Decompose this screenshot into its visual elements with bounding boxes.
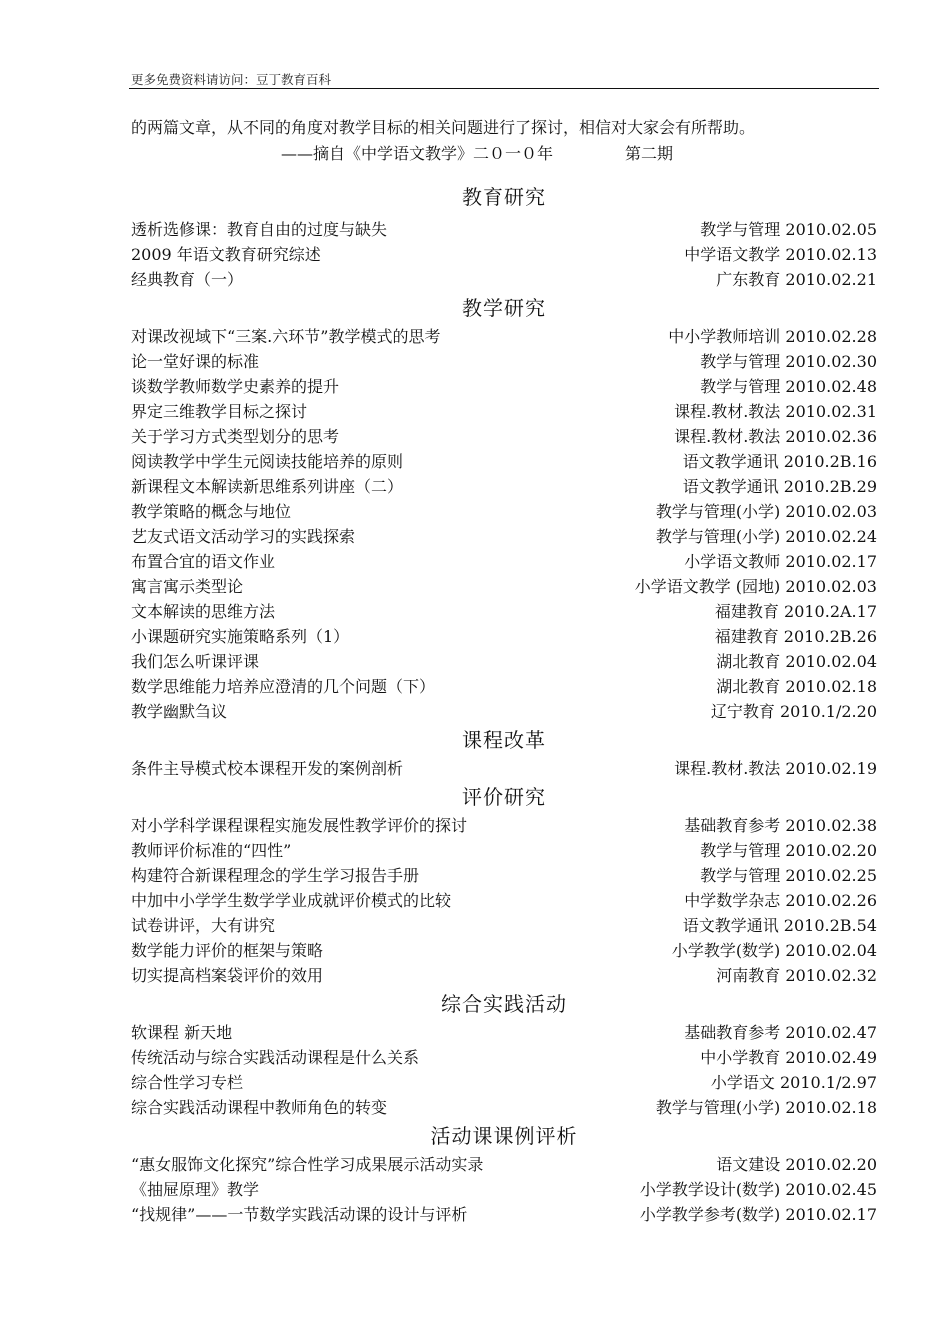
- article-row: [131, 267, 877, 292]
- article-title: 文本解读的思维方法: [131, 602, 276, 621]
- article-title: 艺友式语文活动学习的实践探索: [131, 527, 356, 546]
- article-title: 寓言寓示类型论: [131, 577, 244, 596]
- article-index: [131, 177, 877, 1227]
- article-title: 经典教育（一）: [131, 270, 244, 289]
- article-source: 语文建设 2010.02.20: [716, 1155, 877, 1174]
- article-source: 湖北教育 2010.02.18: [716, 677, 877, 696]
- article-source: 广东教育 2010.02.21: [716, 270, 877, 289]
- intro-source-line: [131, 141, 881, 167]
- article-row: [131, 863, 877, 888]
- article-source: 小学语文教师 2010.02.17: [684, 552, 877, 571]
- article-row: [131, 1152, 877, 1177]
- article-source: 教学与管理 2010.02.30: [700, 352, 877, 371]
- article-row: [131, 1095, 877, 1120]
- section-title: 活动课课例评析: [430, 1124, 578, 1148]
- article-title: 2009 年语文教育研究综述: [131, 245, 321, 264]
- article-row: [131, 374, 877, 399]
- article-source: 教学与管理(小学) 2010.02.24: [655, 527, 877, 546]
- article-source: 中小学教育 2010.02.49: [700, 1048, 877, 1067]
- article-row: [131, 756, 877, 781]
- article-source: 中小学教师培训 2010.02.28: [668, 327, 877, 346]
- article-title: 教学策略的概念与地位: [131, 502, 292, 521]
- intro-line: 的两篇文章，从不同的角度对教学目标的相关问题进行了探讨，相信对大家会有所帮助。: [131, 118, 756, 137]
- article-source: 教学与管理 2010.02.05: [700, 220, 877, 239]
- article-row: [131, 574, 877, 599]
- section-title: 课程改革: [462, 728, 546, 752]
- section-title: 教育研究: [462, 185, 546, 209]
- article-title: 新课程文本解读新思维系列讲座（二）: [131, 477, 404, 496]
- article-source: 基础教育参考 2010.02.38: [684, 816, 877, 835]
- section-title: 教学研究: [462, 296, 546, 320]
- article-title: 《抽屉原理》教学: [131, 1180, 260, 1199]
- article-source: 教学与管理 2010.02.20: [700, 841, 877, 860]
- intro-issue: 第二期: [625, 144, 674, 163]
- article-row: [131, 524, 877, 549]
- article-title: 界定三维教学目标之探讨: [131, 402, 308, 421]
- article-row: [131, 813, 877, 838]
- article-row: [131, 549, 877, 574]
- article-title: 数学能力评价的框架与策略: [131, 941, 324, 960]
- article-row: [131, 888, 877, 913]
- article-row: [131, 1202, 877, 1227]
- article-row: [131, 217, 877, 242]
- article-title: “惠女服饰文化探究”综合性学习成果展示活动实录: [131, 1155, 484, 1174]
- article-title: 综合实践活动课程中教师角色的转变: [131, 1098, 388, 1117]
- article-title: 条件主导模式校本课程开发的案例剖析: [131, 759, 404, 778]
- article-title: 小课题研究实施策略系列（1）: [131, 627, 350, 646]
- article-source: 小学教学参考(数学) 2010.02.17: [639, 1205, 877, 1224]
- article-title: 阅读教学中学生元阅读技能培养的原则: [131, 452, 404, 471]
- page-header-text: 更多免费资料请访问：豆丁教育百科: [131, 72, 332, 87]
- article-source: 小学教学设计(数学) 2010.02.45: [639, 1180, 877, 1199]
- article-title: 布置合宜的语文作业: [131, 552, 276, 571]
- intro-source: ——摘自《中学语文教学》二０一０年: [281, 144, 554, 163]
- article-row: [131, 399, 877, 424]
- article-row: [131, 449, 877, 474]
- article-title: 谈数学教师数学史素养的提升: [131, 377, 340, 396]
- article-title: 软课程 新天地: [131, 1023, 233, 1042]
- article-row: [131, 424, 877, 449]
- article-row: [131, 349, 877, 374]
- article-row: [131, 1045, 877, 1070]
- article-source: 河南教育 2010.02.32: [716, 966, 877, 985]
- article-title: 关于学习方式类型划分的思考: [131, 427, 340, 446]
- article-title: 中加中小学学生数学学业成就评价模式的比较: [131, 891, 452, 910]
- header-rule: [129, 88, 879, 89]
- article-row: [131, 838, 877, 863]
- article-title: 透析选修课：教育自由的过度与缺失: [131, 220, 388, 239]
- article-row: [131, 599, 877, 624]
- article-source: 课程.教材.教法 2010.02.36: [674, 427, 877, 446]
- intro-paragraph: [131, 115, 881, 167]
- article-title: 对课改视域下“三案.六环节”教学模式的思考: [131, 327, 441, 346]
- article-row: [131, 499, 877, 524]
- article-title: 数学思维能力培养应澄清的几个问题（下）: [131, 677, 436, 696]
- article-row: [131, 242, 877, 267]
- article-row: [131, 649, 877, 674]
- article-title: 我们怎么听课评课: [131, 652, 260, 671]
- article-title: 切实提高档案袋评价的效用: [131, 966, 324, 985]
- article-title: 构建符合新课程理念的学生学习报告手册: [131, 866, 420, 885]
- article-row: [131, 913, 877, 938]
- article-row: [131, 699, 877, 724]
- article-source: 语文教学通讯 2010.2B.29: [682, 477, 877, 496]
- article-source: 语文教学通讯 2010.2B.54: [682, 916, 877, 935]
- article-source: 教学与管理 2010.02.48: [700, 377, 877, 396]
- article-row: [131, 324, 877, 349]
- article-title: 论一堂好课的标准: [131, 352, 260, 371]
- article-source: 中学语文教学 2010.02.13: [684, 245, 877, 264]
- article-title: 教师评价标准的“四性”: [131, 841, 292, 860]
- article-source: 福建教育 2010.2A.17: [714, 602, 877, 621]
- article-source: 福建教育 2010.2B.26: [714, 627, 877, 646]
- article-source: 小学教学(数学) 2010.02.04: [671, 941, 877, 960]
- article-source: 课程.教材.教法 2010.02.19: [674, 759, 877, 778]
- article-source: 课程.教材.教法 2010.02.31: [674, 402, 877, 421]
- article-row: [131, 1070, 877, 1095]
- article-title: 对小学科学课程课程实施发展性教学评价的探讨: [131, 816, 468, 835]
- article-source: 语文教学通讯 2010.2B.16: [682, 452, 877, 471]
- article-row: [131, 674, 877, 699]
- article-source: 教学与管理(小学) 2010.02.18: [655, 1098, 877, 1117]
- article-row: [131, 624, 877, 649]
- section-title: 综合实践活动: [441, 992, 567, 1016]
- article-source: 湖北教育 2010.02.04: [716, 652, 877, 671]
- article-title: 综合性学习专栏: [131, 1073, 244, 1092]
- article-row: [131, 1020, 877, 1045]
- article-source: 中学数学杂志 2010.02.26: [684, 891, 877, 910]
- article-row: [131, 474, 877, 499]
- article-row: [131, 938, 877, 963]
- article-source: 辽宁教育 2010.1/2.20: [710, 702, 877, 721]
- article-title: 试卷讲评，大有讲究: [131, 916, 276, 935]
- article-title: “找规律”——一节数学实践活动课的设计与评析: [131, 1205, 468, 1224]
- article-title: 传统活动与综合实践活动课程是什么关系: [131, 1048, 420, 1067]
- article-source: 教学与管理 2010.02.25: [700, 866, 877, 885]
- article-source: 教学与管理(小学) 2010.02.03: [655, 502, 877, 521]
- article-row: [131, 1177, 877, 1202]
- article-source: 基础教育参考 2010.02.47: [684, 1023, 877, 1042]
- article-title: 教学幽默刍议: [131, 702, 228, 721]
- article-source: 小学语文 2010.1/2.97: [710, 1073, 877, 1092]
- article-row: [131, 963, 877, 988]
- section-title: 评价研究: [462, 785, 546, 809]
- article-source: 小学语文教学 (园地) 2010.02.03: [634, 577, 877, 596]
